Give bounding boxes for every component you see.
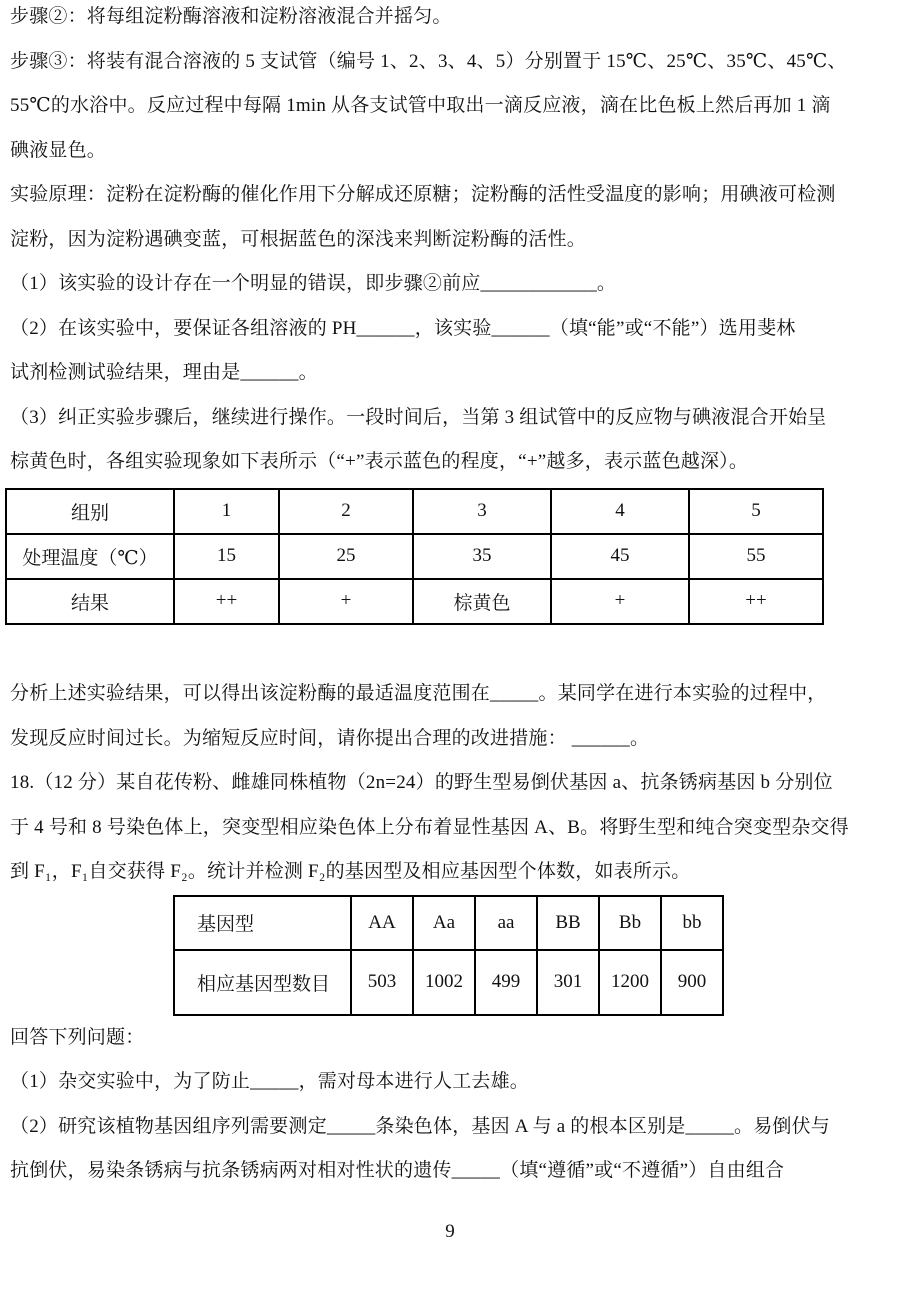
row-label-cell: 相应基因型数目	[174, 950, 351, 1015]
table-cell: 15	[174, 534, 279, 579]
table-cell: 503	[351, 950, 413, 1015]
table-cell: 4	[551, 489, 689, 534]
genotype-table	[173, 895, 724, 1016]
results-table	[5, 488, 824, 625]
table-cell: 35	[413, 534, 551, 579]
text-line: 抗倒伏，易染条锈病与抗条锈病两对相对性状的遗传_____（填“遵循”或“不遵循”）自由组合	[10, 1160, 785, 1181]
row-label-cell: 组别	[6, 489, 174, 534]
text-line: 回答下列问题：	[10, 1026, 145, 1048]
text-line: 碘液显色。	[10, 139, 107, 161]
text-line: 发现反应时间过长。为缩短反应时间，请你提出合理的改进措施： ______。	[10, 727, 650, 749]
table-row	[6, 489, 823, 534]
table-row	[6, 534, 823, 579]
table-cell: ++	[689, 579, 823, 624]
table-cell: +	[551, 579, 689, 624]
table-row	[174, 950, 723, 1015]
table-cell: 301	[537, 950, 599, 1015]
table-cell: ++	[174, 579, 279, 624]
row-label-cell: 基因型	[174, 896, 351, 950]
table-cell: +	[279, 579, 413, 624]
table-cell: BB	[537, 896, 599, 950]
table-cell: Aa	[413, 896, 475, 950]
row-label-cell: 结果	[6, 579, 174, 624]
text-line: 于 4 号和 8 号染色体上，突变型相应染色体上分布着显性基因 A、B。将野生型和纯合突变型杂交得	[10, 816, 849, 838]
question-line: （1）该实验的设计存在一个明显的错误，即步骤②前应____________。	[10, 273, 617, 294]
text-line: 实验原理：淀粉在淀粉酶的催化作用下分解成还原糖；淀粉酶的活性受温度的影响；用碘液可检测	[10, 184, 836, 205]
text-line: 步骤③：将装有混合溶液的 5 支试管（编号 1、2、3、4、5）分别置于 15℃、25℃、35℃、45℃、	[10, 50, 847, 72]
text-line: 分析上述实验结果，可以得出该淀粉酶的最适温度范围在_____。某同学在进行本实验的过程中，	[10, 683, 827, 704]
table-cell: aa	[475, 896, 537, 950]
table-cell: 1002	[413, 950, 475, 1015]
question-line: （1）杂交实验中，为了防止_____，需对母本进行人工去雄。	[10, 1071, 530, 1092]
table-cell: 1200	[599, 950, 661, 1015]
text-line: 到 F₁，F₁自交获得 F₂。统计并检测 F₂的基因型及相应基因型个体数，如表所示。	[10, 861, 691, 882]
section-experiment	[10, 0, 890, 485]
table-cell: AA	[351, 896, 413, 950]
table-cell: 棕黄色	[413, 579, 551, 624]
row-label-cell: 处理温度（℃）	[6, 534, 174, 579]
table-row	[6, 579, 823, 624]
page-number: 9	[445, 1220, 455, 1242]
text-line: 棕黄色时，各组实验现象如下表所示（“+”表示蓝色的程度，“+”越多，表示蓝色越深）。	[10, 451, 749, 472]
question-line: 试剂检测试验结果，理由是______。	[10, 362, 318, 383]
table-row	[174, 896, 723, 950]
table-cell: 5	[689, 489, 823, 534]
table-cell: 25	[279, 534, 413, 579]
table-cell: 900	[661, 950, 723, 1015]
text-line: 淀粉，因为淀粉遇碘变蓝，可根据蓝色的深浅来判断淀粉酶的活性。	[10, 228, 587, 250]
question-line: （2）在该实验中，要保证各组溶液的 PH______，该实验______（填“能”或“不能”）选用斐林	[10, 317, 796, 339]
table-cell: 45	[551, 534, 689, 579]
text-line: 步骤②：将每组淀粉酶溶液和淀粉溶液混合并摇匀。	[10, 6, 452, 27]
section-question-18	[10, 672, 890, 895]
text-line: 55℃的水浴中。反应过程中每隔 1min 从各支试管中取出一滴反应液，滴在比色板上然后再加 1 滴	[10, 95, 831, 116]
text-line: 18.（12 分）某自花传粉、雌雄同株植物（2n=24）的野生型易倒伏基因 a、抗条锈病基因 b 分别位	[10, 772, 833, 793]
table-cell: 499	[475, 950, 537, 1015]
section-sub-questions	[10, 1016, 890, 1194]
table-cell: bb	[661, 896, 723, 950]
question-line: （3）纠正实验步骤后，继续进行操作。一段时间后，当第 3 组试管中的反应物与碘液混合开始呈	[10, 406, 827, 428]
table-cell: 3	[413, 489, 551, 534]
table-cell: Bb	[599, 896, 661, 950]
table-cell: 55	[689, 534, 823, 579]
table-cell: 2	[279, 489, 413, 534]
table-cell: 1	[174, 489, 279, 534]
question-line: （2）研究该植物基因组序列需要测定_____条染色体，基因 A 与 a 的根本区别是_____。易倒伏与	[10, 1115, 831, 1137]
